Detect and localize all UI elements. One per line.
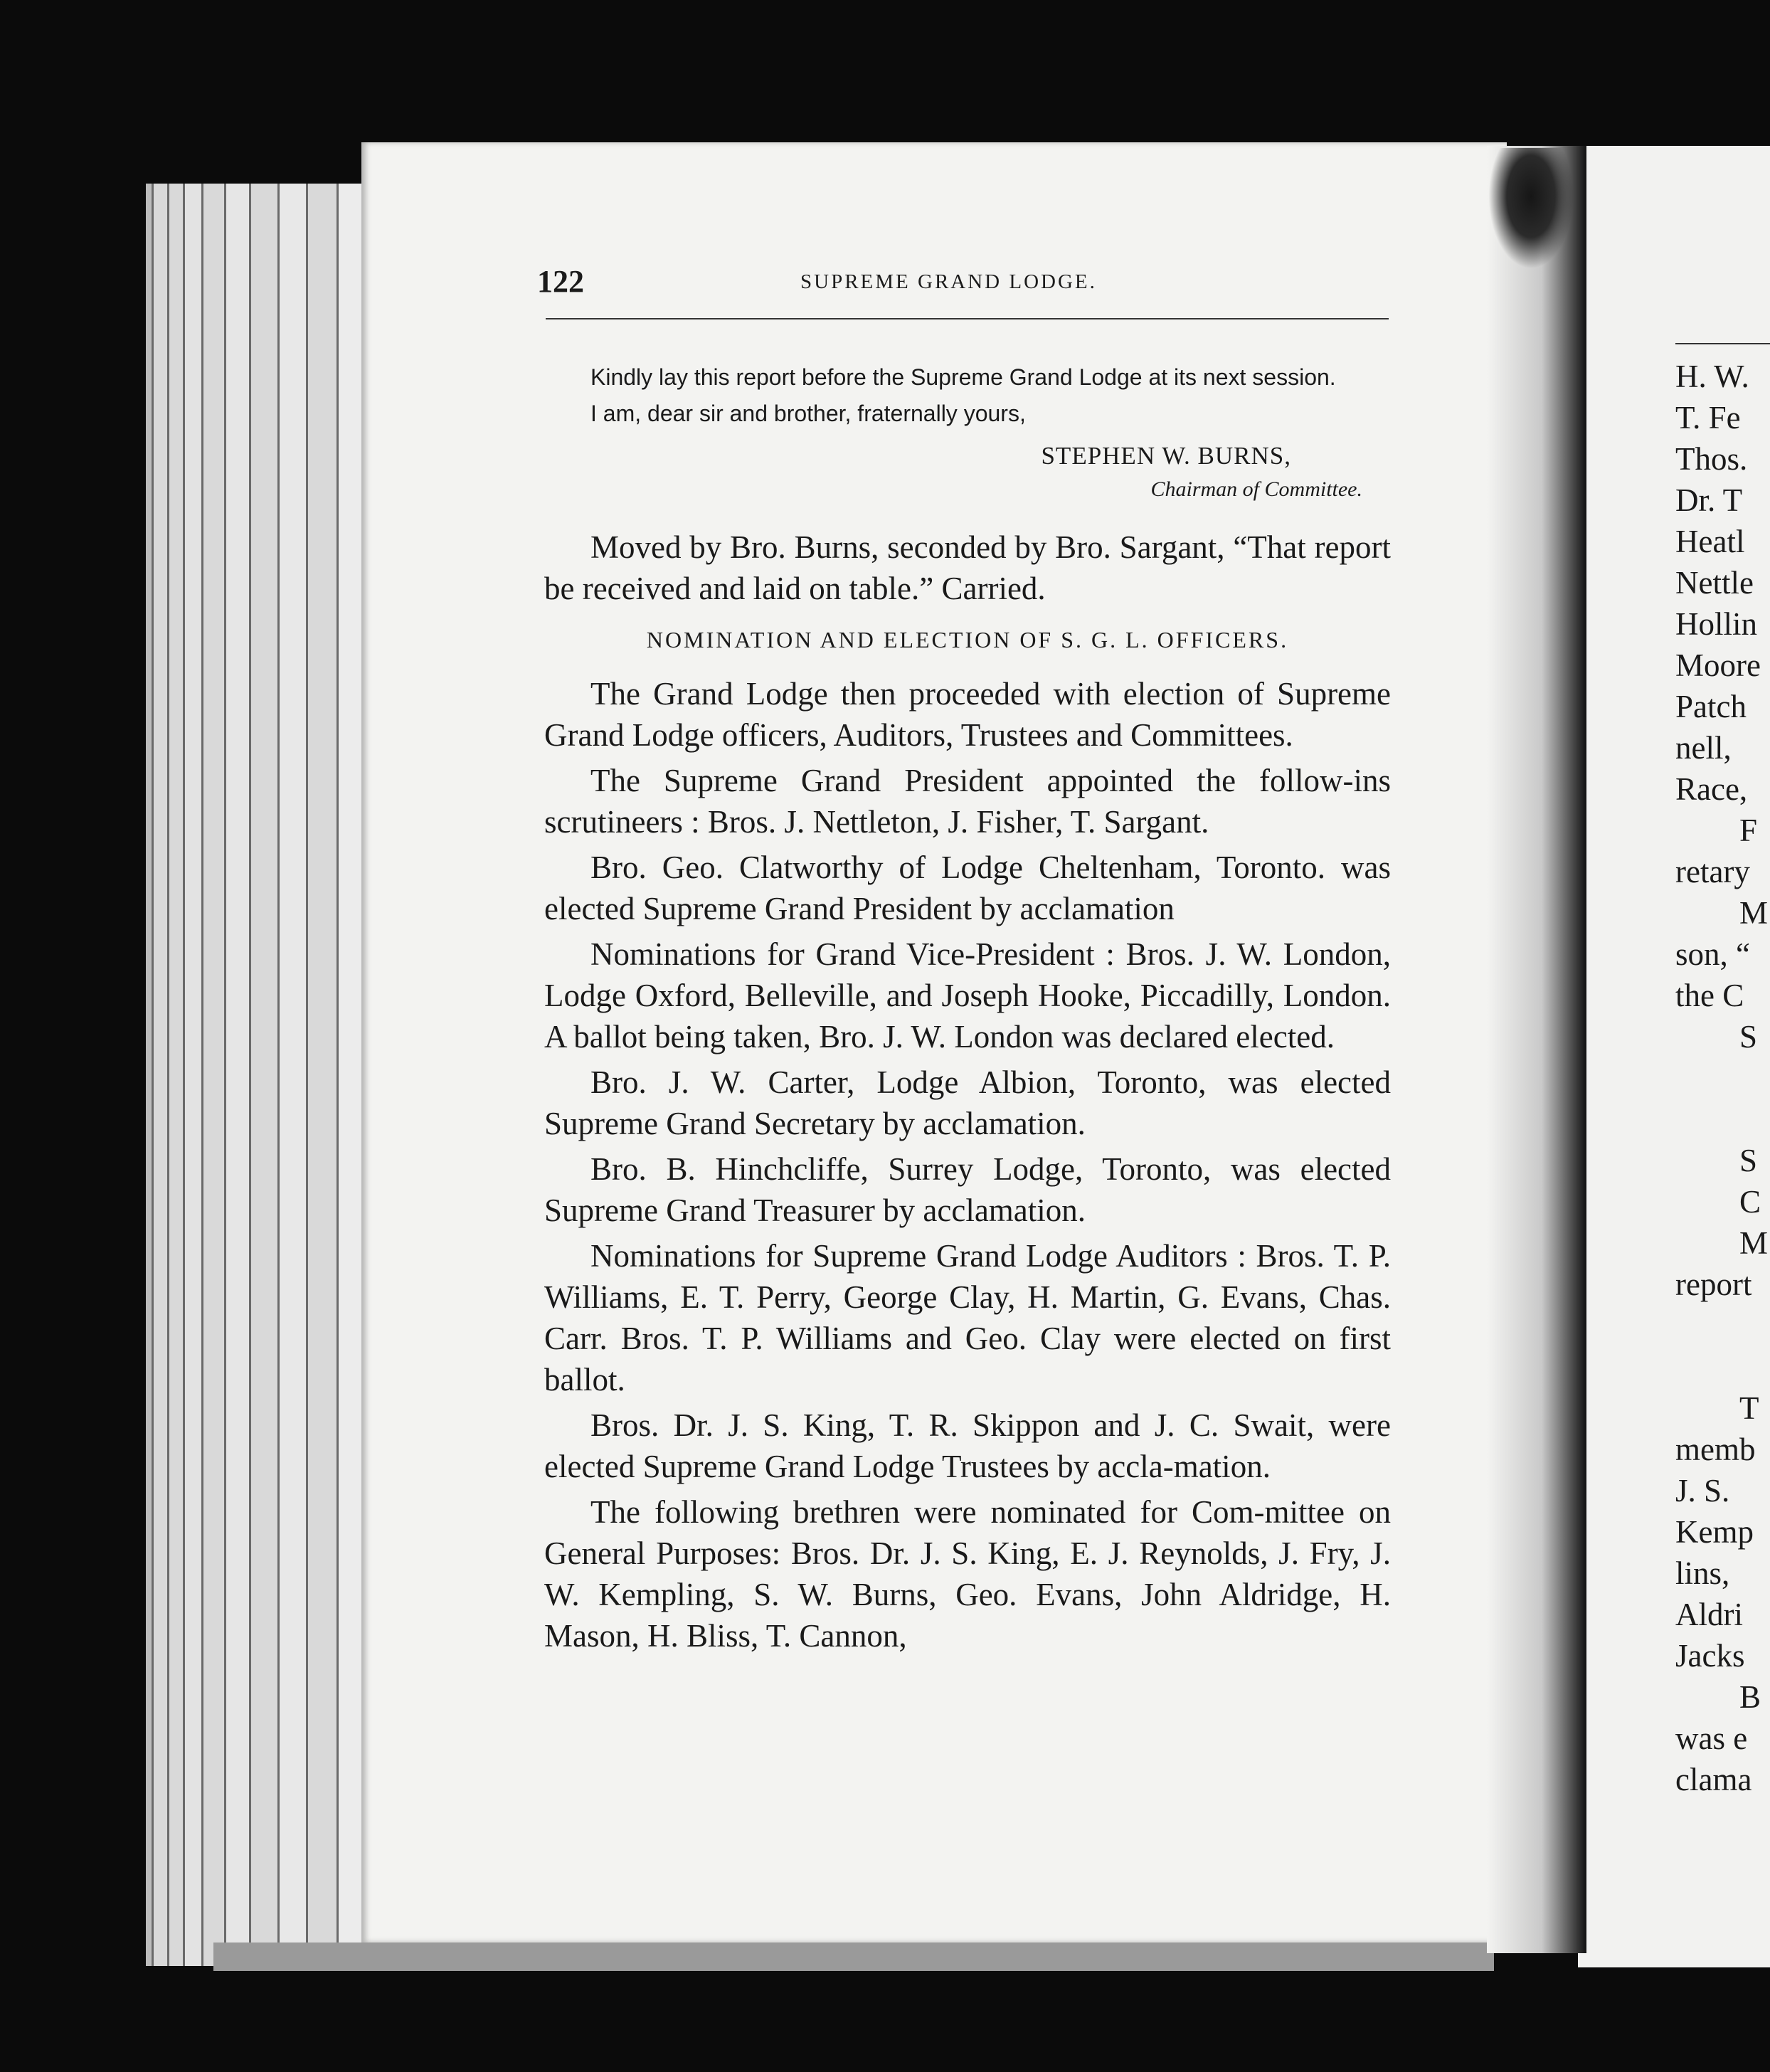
facing-line [1675,1305,1770,1346]
page-number: 122 [537,264,584,299]
letter-paragraph: Kindly lay this report before the Supreme Grand Lodge at its next session. [590,364,1336,390]
facing-line: was e [1675,1720,1748,1756]
facing-line: clama [1675,1762,1752,1797]
facing-line: B [1739,1679,1761,1715]
torn-paper-mark [1488,148,1574,269]
facing-line: F [1739,813,1758,848]
facing-line: C [1739,1184,1761,1220]
facing-line: T [1739,1390,1759,1426]
facing-line: Hollin [1675,606,1758,642]
running-title: SUPREME GRAND LODGE. [800,270,1097,293]
letter-salutation: I am, dear sir and brother, fraternally yours, [590,401,1026,426]
page-header [537,263,1391,306]
facing-line: memb [1675,1432,1756,1467]
book-bottom-edge [213,1942,1494,1971]
section-heading: NOMINATION AND ELECTION OF S. G. L. OFFICERS. [646,627,1289,652]
facing-line: S [1739,1143,1758,1178]
facing-line: Race, [1675,771,1748,807]
header-rule [546,318,1389,319]
signature: STEPHEN W. BURNS, [1041,442,1291,470]
facing-line: Kemp [1675,1514,1754,1550]
facing-line: son, “ [1675,936,1750,972]
page-block-edges [146,184,373,1966]
paragraph: Nominations for Supreme Grand Lodge Auditors : Bros. T. P. Williams, E. T. Perry, George Clay, H. Martin, G. Evans, Chas. Carr. Bros. T. P. Williams and Geo. Clay were elected on first ballot. [544,1238,1391,1397]
facing-line [1675,1099,1770,1140]
paragraph: The Supreme Grand President appointed the follow-ins scrutineers : Bros. J. Nettleton, J. Fisher, T. Sargant. [544,763,1391,840]
signature-title: Chairman of Committee. [1150,477,1362,501]
facing-page-text [1675,356,1770,1800]
letter-closing [544,359,1391,505]
facing-line [1675,1346,1770,1388]
facing-line: S [1739,1019,1758,1054]
facing-line: lins, [1675,1555,1730,1591]
book-gutter [1487,146,1586,1953]
paragraph: The Grand Lodge then proceeded with election of Supreme Grand Lodge officers, Auditors, Trustees and Committees. [544,676,1391,753]
facing-line: Thos. [1675,441,1748,477]
facing-line: Nettle [1675,565,1754,601]
minutes-text [544,527,1391,1656]
facing-line: J. S. [1675,1473,1730,1508]
facing-line: report [1675,1267,1752,1302]
facing-line: the C [1675,978,1744,1013]
facing-line: H. W. [1675,359,1749,394]
paragraph: Bro. J. W. Carter, Lodge Albion, Toronto, was elected Supreme Grand Secretary by acclamation. [544,1064,1391,1141]
facing-line: Moore [1675,648,1761,683]
facing-line: Patch [1675,689,1747,724]
facing-line: Aldri [1675,1597,1743,1632]
facing-line [1675,1057,1770,1099]
facing-line: M [1739,895,1769,931]
facing-line: nell, [1675,730,1732,766]
facing-line: Dr. T [1675,482,1743,518]
paragraph: The following brethren were nominated for Com-mittee on General Purposes: Bros. Dr. J. S. King, E. J. Reynolds, J. Fry, J. W. Kempling, S. W. Burns, Geo. Evans, John Aldridge, H. Mason, H. Bliss, T. Cannon, [544,1494,1391,1654]
facing-line: Jacks [1675,1638,1745,1674]
paragraph: Bro. Geo. Clatworthy of Lodge Cheltenham, Toronto. was elected Supreme Grand President by acclamation [544,850,1391,926]
paragraph: Bro. B. Hinchcliffe, Surrey Lodge, Toronto, was elected Supreme Grand Treasurer by acclamation. [544,1151,1391,1228]
motion-paragraph: Moved by Bro. Burns, seconded by Bro. Sargant, “That report be received and laid on table.” Carried. [544,529,1391,606]
paragraph: Bros. Dr. J. S. King, T. R. Skippon and J. C. Swait, were elected Supreme Grand Lodge Trustees by accla-mation. [544,1407,1391,1484]
facing-page-rule [1675,343,1770,344]
facing-line: retary [1675,854,1750,889]
page-body [544,359,1391,1661]
facing-line: T. Fe [1675,400,1741,435]
facing-line: M [1739,1225,1769,1261]
facing-line: Heatl [1675,524,1745,559]
paragraph: Nominations for Grand Vice-President : Bros. J. W. London, Lodge Oxford, Belleville, and Joseph Hooke, Piccadilly, London. A ballot being taken, Bro. J. W. London was declared elected. [544,936,1391,1054]
